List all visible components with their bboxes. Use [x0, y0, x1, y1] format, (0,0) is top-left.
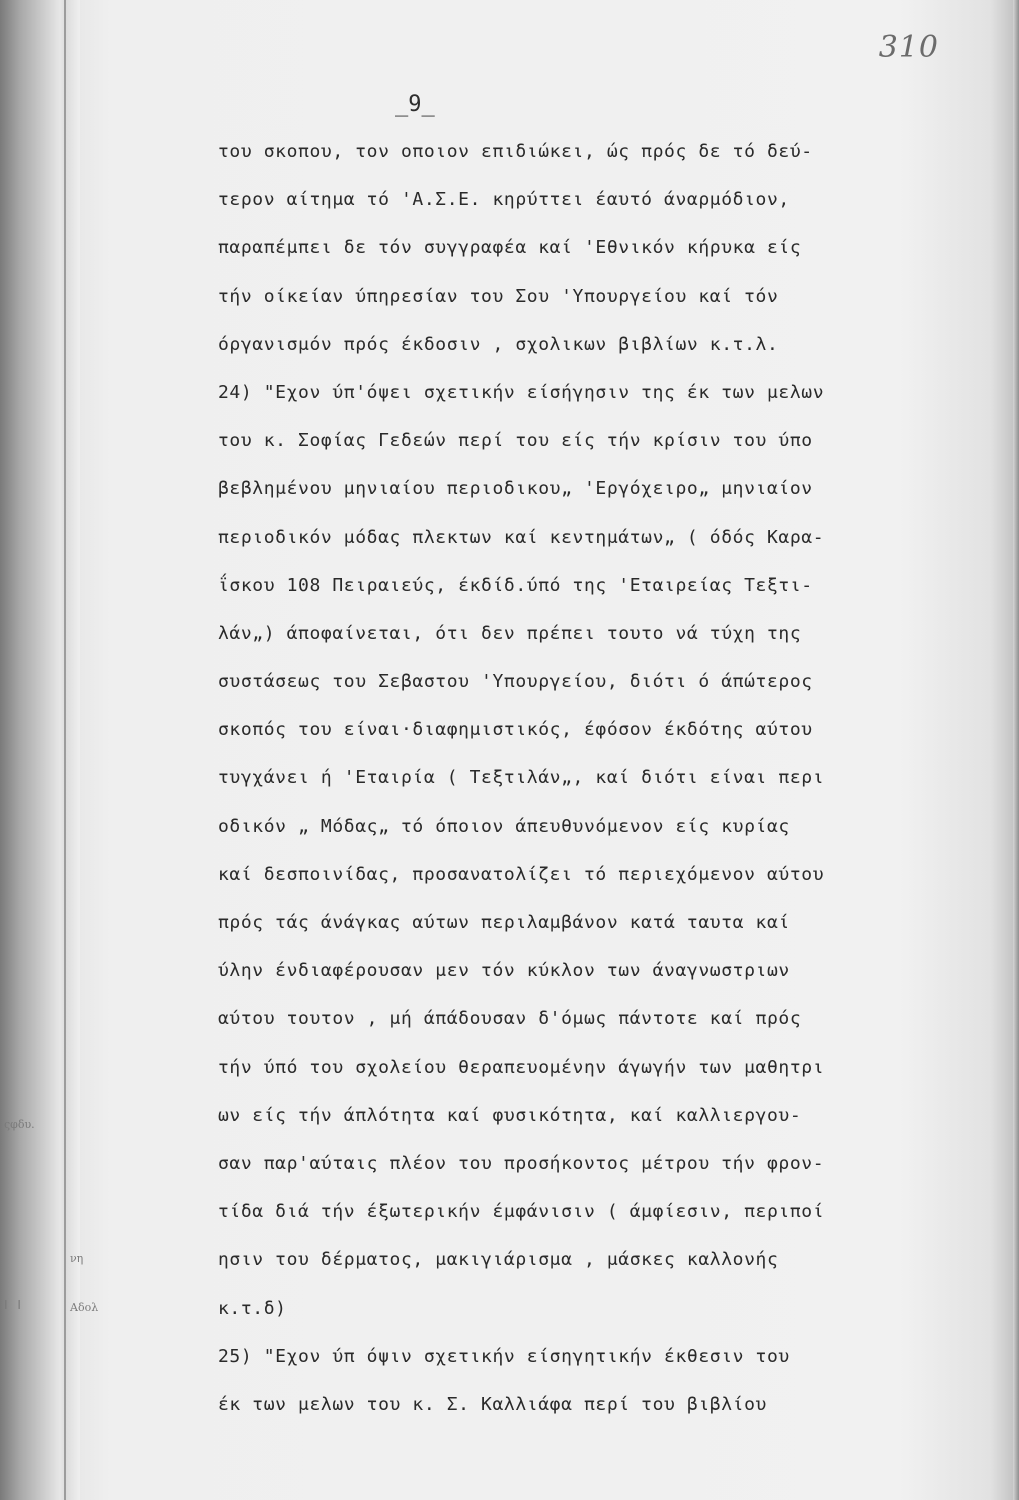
text-line: συστάσεως του Σεβαστου 'Υπουργείου, διότι ό άπώτερος [218, 671, 813, 693]
margin-fragment-4: Αδολ [70, 1301, 99, 1314]
text-line: όργανισμόν πρός έκδοσιν , σχολικων βιβλίων κ.τ.λ. [218, 333, 779, 355]
text-line: περιοδικόν μόδας πλεκτων καί κεντημάτων„ ( όδός Καρα- [218, 526, 825, 548]
page-right-edge [1013, 0, 1019, 1500]
text-line: λάν„) άποφαίνεται, ότι δεν πρέπει τουτο νά τύχη της [218, 622, 802, 644]
text-line: ύλην ένδιαφέρουσαν μεν τόν κύκλον των άναγνωστριων [218, 960, 790, 982]
text-line: τυγχάνει ή 'Εταιρία ( Τεξτιλάν„, καί διότι είναι περι [218, 767, 825, 789]
text-line: σκοπός του είναι·διαφημιστικός, έφόσον έκδότης αύτου [218, 719, 813, 741]
text-line: κ.τ.δ) [218, 1297, 287, 1319]
typewritten-text-body [218, 128, 948, 1429]
text-line: τερον αίτημα τό 'Α.Σ.Ε. κηρύττει έαυτό άναρμόδιον, [218, 189, 790, 211]
text-line: πρός τάς άνάγκας αύτων περιλαμβάνον κατά ταυτα καί [218, 912, 790, 933]
text-line: παραπέμπει δε τόν συγγραφέα καί 'Εθνικόν κήρυκα είς [218, 237, 802, 259]
text-line: αύτου τουτον , μή άπάδουσαν δ'όμως πάντοτε καί πρός [218, 1008, 802, 1030]
text-line: ων είς τήν άπλότητα καί φυσικότητα, καί καλλιεργου- [218, 1104, 802, 1126]
text-line: του σκοπου, τον οποιον επιδιώκει, ώς πρός δε τό δεύ- [218, 141, 813, 162]
handwritten-folio-number: 310 [878, 30, 939, 65]
text-line: βεβλημένου μηνιαίου περιοδικου„ 'Εργόχειρο„ μηνιαίον [218, 478, 813, 500]
text-line: 24) "Εχον ύπ'όψει σχετικήν είσήγησιν της έκ των μελων [218, 381, 825, 403]
margin-fragment-1: ςφδυ. [4, 1118, 35, 1131]
margin-fragment-2: νη [70, 1252, 84, 1265]
text-line: 25) "Εχον ύπ όψιν σχετικήν είσηγητικήν έκθεσιν του [218, 1345, 790, 1367]
text-line: του κ. Σοφίας Γεδεών περί του είς τήν κρίσιν του ύπο [218, 430, 813, 452]
text-line: τήν ύπό του σχολείου θεραπευομένην άγωγήν των μαθητρι [218, 1056, 825, 1078]
text-line: οδικόν „ Μόδας„ τό όποιον άπευθυνόμενον είς κυρίας [218, 815, 790, 837]
text-line: ΐσκου 108 Πειραιεύς, έκδίδ.ύπό της 'Εταιρείας Τεξτι- [218, 574, 813, 596]
text-line: έκ των μελων του κ. Σ. Καλλιάφα περί του βιβλίου [218, 1393, 767, 1415]
binding-edge-line [64, 0, 66, 1500]
margin-fragment-3: Ι Ι [4, 1298, 24, 1312]
text-line: τίδα διά τήν έξωτερικήν έμφάνισιν ( άμφίεσιν, περιποί [218, 1201, 825, 1223]
text-line: καί δεσποινίδας, προσανατολίζει τό περιεχόμενον αύτου [218, 863, 825, 885]
text-line: τήν οίκείαν ύπηρεσίαν του Σου 'Υπουργείου καί τόν [218, 285, 779, 307]
page-number: _9_ [395, 92, 435, 117]
text-line: σαν παρ'αύταις πλέον του προσήκοντος μέτρου τήν φρον- [218, 1152, 825, 1174]
text-line: ησιν του δέρματος, μακιγιάρισμα , μάσκες καλλονής [218, 1249, 779, 1271]
book-binding-gutter [0, 0, 80, 1500]
